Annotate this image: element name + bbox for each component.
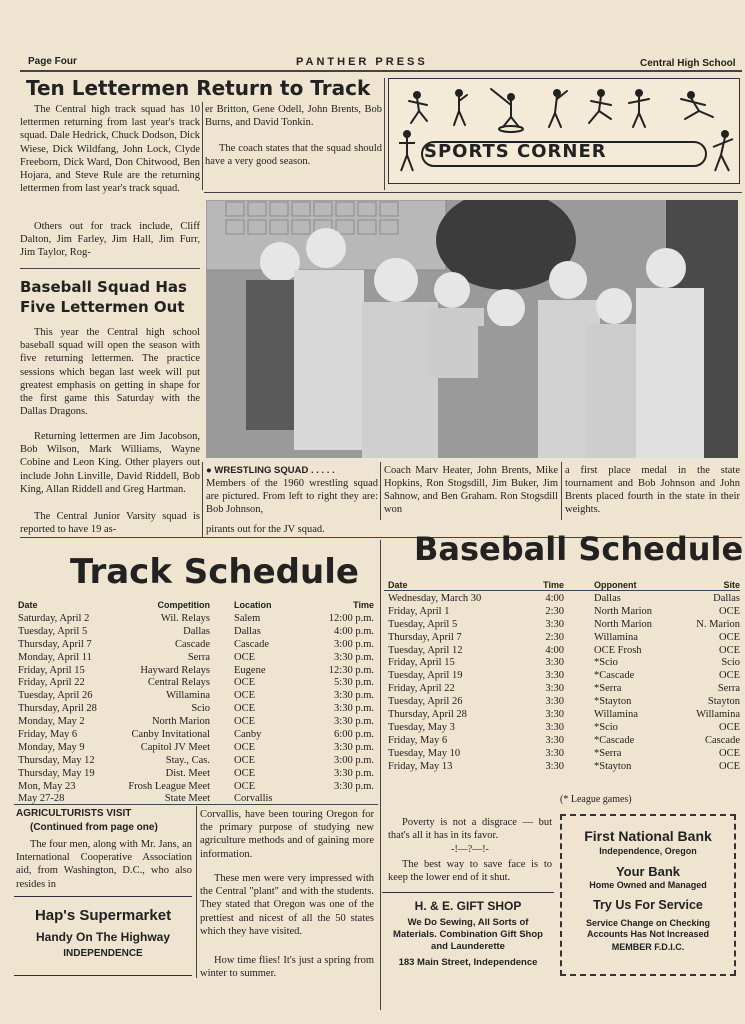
table-cell: OCE	[234, 690, 255, 702]
baseball-schedule-title: Baseball Schedule	[414, 530, 744, 568]
column-rule	[202, 462, 203, 538]
table-cell: OCE	[719, 760, 740, 772]
spacer-cell	[210, 651, 234, 664]
table-cell: Tuesday, May 10	[388, 747, 461, 759]
school-name: Central High School	[640, 58, 736, 69]
track-article-col1: The Central high track squad has 10 lettermen returning from last year's track squad. Dale Hedrick, Chuck Dodson, Dick Wiese, Dick Wildfang, John Lock, Clyde Freeborn, Dick Ward, Don Chitwood, Ben Hojara, and Steve Rule are the returning lettermen from last year's track squad.	[20, 104, 200, 195]
table-cell: Saturday, April 2	[18, 612, 90, 624]
spacer-cell	[210, 676, 234, 689]
spacer-cell	[564, 695, 594, 708]
table-cell: 4:00	[545, 644, 564, 656]
table-cell: 3:30 p.m.	[334, 716, 374, 728]
col-opponent: Opponent	[594, 580, 637, 590]
haps-slogan: Handy On The Highway	[35, 930, 170, 944]
table-cell: Dist. Meet	[165, 767, 210, 779]
gift-shop-name: H. & E. GIFT SHOP	[414, 899, 522, 913]
table-cell: May 27-28	[18, 793, 65, 805]
photo-caption-col2: Coach Marv Heater, John Brents, Mike Hopkins, Ron Stogsdill, Jim Buker, Jim Sahnow, and Ben Graham. Ron Stogsdill won	[384, 465, 558, 515]
table-cell: Thursday, April 28	[18, 703, 97, 715]
column-rule	[196, 806, 197, 978]
table-cell: Capitol JV Meet	[140, 741, 210, 753]
table-row	[388, 618, 740, 631]
table-cell: Dallas	[183, 625, 210, 637]
section-rule	[20, 268, 200, 269]
table-cell: 12:30 p.m.	[328, 664, 374, 676]
table-cell: 12:00 p.m.	[328, 612, 374, 624]
table-cell: *Stayton	[594, 696, 632, 708]
table-cell: OCE	[234, 677, 255, 689]
athlete-figure-icon	[395, 129, 419, 179]
table-cell: Tuesday, May 3	[388, 721, 455, 733]
table-cell: North Marion	[594, 605, 653, 617]
table-cell: 3:30	[545, 657, 564, 669]
bank-fdic: MEMBER F.D.I.C.	[611, 942, 685, 952]
table-row	[388, 592, 740, 605]
table-cell: *Stayton	[594, 760, 632, 772]
table-cell: Friday, May 6	[18, 728, 78, 740]
athlete-figure-icon	[711, 129, 735, 179]
table-cell: OCE	[234, 716, 255, 728]
caption-text-1: Members of the 1960 wrestling squad are pictured. From left to right they are: Bob Johnson,	[206, 478, 378, 515]
baseball-headline-2: Five Lettermen Out	[20, 298, 185, 316]
table-cell: Tuesday, April 26	[388, 696, 463, 708]
col-time: Time	[543, 580, 564, 590]
filler-separator: -!—?—!-	[451, 844, 489, 855]
table-cell: OCE	[719, 747, 740, 759]
table-cell: OCE	[234, 703, 255, 715]
spacer-cell	[564, 747, 594, 760]
table-cell: 3:30	[545, 734, 564, 746]
table-cell: Corvallis	[234, 793, 273, 805]
ag-headline: AGRICULTURISTS VISIT	[16, 808, 132, 819]
table-cell: Monday, April 11	[18, 651, 92, 663]
table-cell: Tuesday, April 5	[18, 625, 88, 637]
photo-caption-col1	[206, 464, 378, 516]
track-headline: Ten Lettermen Return to Track	[26, 76, 371, 100]
table-cell: Monday, May 9	[18, 741, 85, 753]
table-cell: 3:00 p.m.	[334, 754, 374, 766]
col-date: Date	[18, 600, 38, 610]
table-row	[18, 754, 374, 767]
table-row	[18, 638, 374, 651]
table-cell: Serra	[187, 651, 210, 663]
table-cell: Thursday, April 7	[18, 638, 92, 650]
table-row	[18, 676, 374, 689]
sports-corner-title: SPORTS CORNER	[424, 141, 607, 162]
table-row	[18, 741, 374, 754]
table-cell: *Serra	[594, 747, 622, 759]
table-cell: 3:00 p.m.	[334, 638, 374, 650]
table-cell: OCE	[234, 767, 255, 779]
spacer-cell	[210, 625, 234, 638]
col-competition: Competition	[157, 600, 210, 610]
caption-continuation: pirants out for the JV squad.	[206, 524, 325, 535]
table-row	[18, 651, 374, 664]
track-schedule-table	[18, 598, 374, 805]
table-cell: *Scio	[594, 721, 618, 733]
table-row	[18, 728, 374, 741]
table-row	[388, 669, 740, 682]
table-row	[388, 656, 740, 669]
bank-owned: Home Owned and Managed	[589, 880, 707, 890]
table-cell: Friday, May 13	[388, 760, 453, 772]
spacer-cell	[564, 592, 594, 605]
baseball-schedule-table	[388, 578, 740, 772]
spacer-cell	[210, 638, 234, 651]
table-cell: Monday, May 2	[18, 716, 85, 728]
table-cell: Eugene	[234, 664, 266, 676]
table-cell: Wil. Relays	[160, 612, 210, 624]
table-cell: Dallas	[594, 592, 621, 604]
first-national-bank-ad	[560, 814, 736, 976]
baseball-headline-1: Baseball Squad Has	[20, 278, 187, 296]
athlete-figure-icon	[389, 83, 737, 143]
table-cell: Canby Invitational	[131, 728, 210, 740]
table-cell: Stayton	[707, 696, 740, 708]
table-cell: 3:30 p.m.	[334, 690, 374, 702]
table-cell: Scio	[191, 703, 210, 715]
table-row	[18, 715, 374, 728]
col-location: Location	[234, 600, 272, 610]
sports-corner-banner	[388, 78, 740, 184]
table-cell: Thursday, May 19	[18, 767, 95, 779]
table-cell: 4:00 p.m.	[334, 625, 374, 637]
spacer-cell	[564, 721, 594, 734]
track-article-col2: er Britton, Gene Odell, John Brents, Bob Burns, and David Tonkin.	[205, 104, 382, 129]
spacer-cell	[210, 702, 234, 715]
table-cell: OCE	[234, 741, 255, 753]
spacer-cell	[564, 605, 594, 618]
table-cell: Mon, May 23	[18, 780, 76, 792]
table-cell: *Cascade	[594, 734, 635, 746]
page-number: Page Four	[28, 56, 77, 67]
baseball-article-p2: Returning lettermen are Jim Jacobson, Bob Wilson, Mark Williams, Wayne Cobine and Leon King. Other players out include John Linville, David Riddell, Bob King, Allan Riddell and Greg Hartman.	[20, 431, 200, 495]
track-schedule-title: Track Schedule	[70, 552, 359, 592]
spacer-cell	[564, 760, 594, 773]
table-cell: Willamina	[594, 631, 638, 643]
column-rule	[380, 540, 381, 1010]
spacer-cell	[210, 780, 234, 793]
table-cell: Friday, April 1	[388, 605, 450, 617]
spacer-cell	[210, 612, 234, 625]
spacer-cell	[210, 728, 234, 741]
table-cell: State Meet	[164, 793, 210, 805]
col-time: Time	[353, 600, 374, 610]
baseball-article-p3: The Central Junior Varsity squad is reported to have 19 as-	[20, 511, 200, 536]
column-rule	[384, 78, 385, 190]
table-cell: 6:00 p.m.	[334, 728, 374, 740]
table-cell: 4:00	[545, 592, 564, 604]
table-cell: 3:30 p.m.	[334, 780, 374, 792]
spacer-cell	[564, 708, 594, 721]
bank-slogan: Your Bank	[615, 864, 681, 879]
paper-title: PANTHER PRESS	[296, 56, 428, 68]
league-note: (* League games)	[560, 794, 632, 805]
table-row	[388, 708, 740, 721]
table-cell: Friday, April 22	[18, 677, 85, 689]
table-row	[18, 612, 374, 625]
table-cell: Cascade	[705, 734, 740, 746]
gift-shop-services: We Do Sewing, All Sorts of Materials. Combination Gift Shop and Launderette	[393, 917, 543, 952]
table-cell: *Serra	[594, 683, 622, 695]
table-cell: Cascade	[234, 638, 269, 650]
table-row	[18, 702, 374, 715]
table-cell: Friday, April 15	[18, 664, 85, 676]
spacer-cell	[564, 682, 594, 695]
table-cell: Cascade	[175, 638, 210, 650]
spacer-cell	[564, 618, 594, 631]
gift-shop-address: 183 Main Street, Independence	[398, 957, 538, 968]
table-cell: 3:30	[545, 696, 564, 708]
table-cell: Wednesday, March 30	[388, 592, 482, 604]
table-row	[388, 695, 740, 708]
ag-article-p1: The four men, along with Mr. Jans, an International Cooperative Association aid, from Washington, D.C., who also resides in	[16, 839, 192, 890]
face-filler: The best way to save face is to keep the lower end of it shut.	[388, 859, 552, 884]
sports-corner-frame	[421, 141, 707, 167]
ag-article-col2b: These men were very impressed with the Central "plant" and with the students. They stated that Oregon was one of the prettiest and nicest of all the 50 states which they have visited.	[200, 873, 374, 937]
table-cell: 2:30	[545, 605, 564, 617]
table-cell: Dallas	[234, 625, 261, 637]
table-row	[18, 689, 374, 702]
wrestling-squad-photo	[206, 200, 738, 458]
col-site: Site	[723, 580, 740, 590]
spacer-cell	[210, 689, 234, 702]
haps-name: Hap's Supermarket	[34, 907, 172, 924]
spacer-cell	[210, 741, 234, 754]
haps-supermarket-ad	[14, 896, 192, 976]
table-row	[388, 682, 740, 695]
table-cell: Thursday, April 7	[388, 631, 462, 643]
table-cell: 5:30 p.m.	[334, 677, 374, 689]
spacer-cell	[210, 715, 234, 728]
table-cell: Thursday, May 12	[18, 754, 95, 766]
table-row	[18, 780, 374, 793]
gift-shop-ad	[382, 892, 554, 978]
table-cell: 3:30	[545, 683, 564, 695]
section-rule	[204, 192, 742, 193]
table-row	[18, 625, 374, 638]
spacer-cell	[210, 754, 234, 767]
header-rule	[384, 590, 740, 591]
table-cell: North Marion	[151, 716, 210, 728]
table-row	[388, 747, 740, 760]
table-row	[388, 734, 740, 747]
table-cell: OCE	[719, 721, 740, 733]
header-rule	[20, 70, 742, 72]
table-cell: 3:30	[545, 747, 564, 759]
table-row	[388, 605, 740, 618]
ag-article-col2c: How time flies! It's just a spring from winter to summer.	[200, 955, 374, 980]
table-cell: 2:30	[545, 631, 564, 643]
table-row	[388, 644, 740, 657]
table-row	[388, 631, 740, 644]
table-cell: 3:30	[545, 618, 564, 630]
table-cell: Serra	[717, 683, 740, 695]
table-cell: 3:30	[545, 708, 564, 720]
table-cell: Willamina	[166, 690, 210, 702]
track-article-col2b: The coach states that the squad should have a very good season.	[205, 143, 382, 168]
spacer-cell	[564, 631, 594, 644]
table-cell: Stay., Cas.	[165, 754, 210, 766]
table-cell: OCE	[719, 644, 740, 656]
table-cell: 3:30	[545, 760, 564, 772]
table-cell: Friday, May 6	[388, 734, 448, 746]
table-cell: 3:30 p.m.	[334, 703, 374, 715]
table-cell: Tuesday, April 26	[18, 690, 93, 702]
section-rule	[14, 804, 378, 805]
column-rule	[561, 462, 562, 520]
spacer-cell	[564, 734, 594, 747]
table-header-row	[18, 598, 374, 612]
col-date: Date	[388, 580, 408, 590]
table-cell: Tuesday, April 12	[388, 644, 463, 656]
track-article-col1b: Others out for track include, Cliff Dalton, Jim Farley, Jim Hall, Jim Furr, Jim Taylor, Rog-	[20, 221, 200, 259]
table-cell: OCE	[234, 754, 255, 766]
table-cell: Friday, April 22	[388, 683, 455, 695]
column-rule	[202, 102, 203, 190]
table-row	[18, 767, 374, 780]
table-cell: Hayward Relays	[140, 664, 210, 676]
table-cell: Scio	[721, 657, 740, 669]
table-cell: Thursday, April 28	[388, 708, 467, 720]
ag-subhead: (Continued from page one)	[30, 822, 158, 833]
table-cell: OCE	[719, 631, 740, 643]
table-cell: OCE	[234, 651, 255, 663]
table-cell: Friday, April 15	[388, 657, 455, 669]
table-cell: Dallas	[713, 592, 740, 604]
photo-caption-col3: a first place medal in the state tournament and Bob Johnson and John Brents placed fourth in the state in their weights.	[565, 465, 740, 515]
table-row	[388, 721, 740, 734]
caption-lead: ● WRESTLING SQUAD . . . . .	[206, 465, 335, 476]
table-row	[18, 664, 374, 677]
table-cell: 3:30 p.m.	[334, 651, 374, 663]
spacer-cell	[210, 664, 234, 677]
table-cell: Salem	[234, 612, 261, 624]
table-cell: Willamina	[594, 708, 638, 720]
spacer-cell	[210, 767, 234, 780]
table-cell: North Marion	[594, 618, 653, 630]
table-cell: OCE	[719, 605, 740, 617]
table-cell: *Cascade	[594, 670, 635, 682]
spacer-cell	[564, 656, 594, 669]
table-cell: Frosh League Meet	[128, 780, 210, 792]
table-cell: OCE	[719, 670, 740, 682]
table-cell: Willamina	[696, 708, 740, 720]
haps-town: INDEPENDENCE	[63, 948, 143, 959]
table-cell: 3:30	[545, 721, 564, 733]
table-cell: 3:30 p.m.	[334, 767, 374, 779]
table-cell: OCE	[234, 780, 255, 792]
table-cell: 3:30	[545, 670, 564, 682]
poverty-filler: Poverty is not a disgrace — but that's all it has in its favor.	[388, 817, 552, 842]
baseball-article-p1: This year the Central high school baseball squad will open the season with five returning lettermen. The practice sessions which began last week will put greatest emphasis on getting in shape for the first game this Saturday with the Dallas Dragons.	[20, 327, 200, 418]
table-cell: 3:30 p.m.	[334, 741, 374, 753]
spacer-cell	[564, 644, 594, 657]
table-cell: Canby	[234, 728, 262, 740]
table-cell: Tuesday, April 19	[388, 670, 463, 682]
bank-town: Independence, Oregon	[599, 846, 697, 856]
table-row	[388, 760, 740, 773]
bank-name: First National Bank	[584, 828, 712, 844]
table-cell: N. Marion	[696, 618, 740, 630]
table-cell: OCE Frosh	[594, 644, 642, 656]
spacer-cell	[564, 669, 594, 682]
table-cell: Tuesday, April 5	[388, 618, 458, 630]
table-cell: Central Relays	[147, 677, 210, 689]
bank-checking: Service Change on Checking Accounts Has Not Increased	[585, 918, 711, 939]
column-rule	[380, 462, 381, 520]
bank-service: Try Us For Service	[593, 898, 703, 912]
ag-article-col2a: Corvallis, have been touring Oregon for the primary purpose of studying new agriculture methods and of gaining more information.	[200, 809, 374, 860]
table-cell: *Scio	[594, 657, 618, 669]
